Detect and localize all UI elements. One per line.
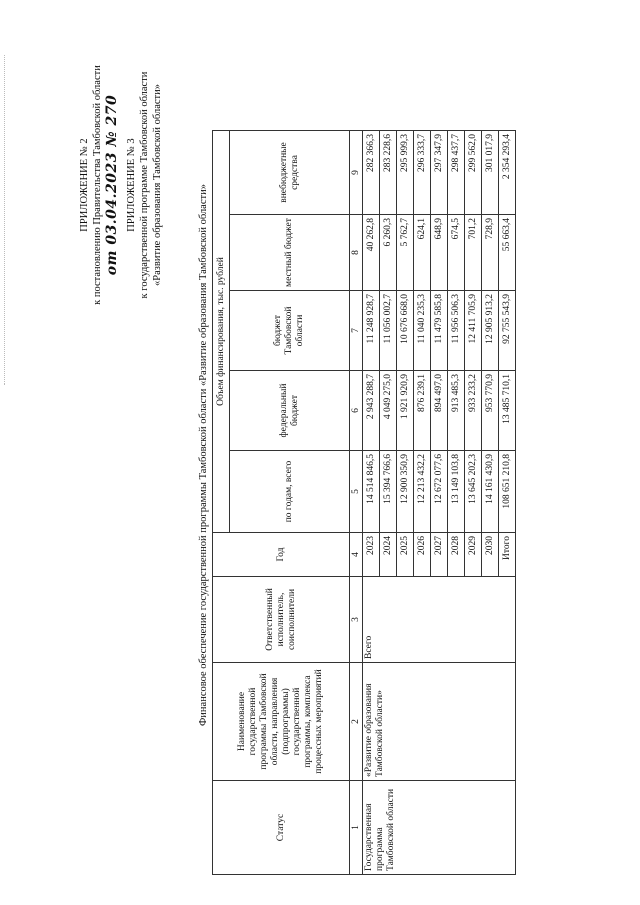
year-cell: Итого [499,533,516,577]
extra-cell: 283 228,6 [380,131,397,215]
column-number: 9 [350,131,363,215]
federal-cell: 913 485,3 [448,371,465,451]
program-line: к государственной программе Тамбовской области [139,71,150,299]
year-cell: 2028 [448,533,465,577]
total-cell: 13 149 103,8 [448,451,465,533]
program-name: «Развитие образования Тамбовской области» [152,84,163,286]
federal-cell: 933 233,2 [465,371,482,451]
year-cell: 2029 [465,533,482,577]
column-number: 6 [350,371,363,451]
local-cell: 648,9 [431,215,448,291]
year-cell: 2030 [482,533,499,577]
regional-cell: 11 479 585,8 [431,291,448,371]
local-cell: 728,9 [482,215,499,291]
header-local: местный бюджет [230,215,350,291]
header-federal: федеральный бюджет [230,371,350,451]
header-year: Год [213,533,350,577]
total-cell: 108 651 210,8 [499,451,516,533]
extra-cell: 2 354 293,4 [499,131,516,215]
federal-cell: 4 049 275,0 [380,371,397,451]
extra-cell: 299 562,0 [465,131,482,215]
regional-cell: 11 248 928,7 [363,291,380,371]
local-cell: 55 663,4 [499,215,516,291]
responsible-cell: Всего [363,577,516,663]
year-cell: 2023 [363,533,380,577]
regional-cell: 12 905 913,2 [482,291,499,371]
year-cell: 2024 [380,533,397,577]
appendix-3-label: ПРИЛОЖЕНИЕ № 3 [126,138,137,232]
column-number: 8 [350,215,363,291]
federal-cell: 894 497,0 [431,371,448,451]
column-number: 1 [350,781,363,875]
total-cell: 12 213 432,2 [414,451,431,533]
year-cell: 2026 [414,533,431,577]
column-number: 7 [350,291,363,371]
federal-cell: 953 770,9 [482,371,499,451]
regional-cell: 92 755 543,9 [499,291,516,371]
resolution-line: к постановлению Правительства Тамбовской области [92,65,103,305]
local-cell: 5 762,7 [397,215,414,291]
local-cell: 40 262,8 [363,215,380,291]
table-row [363,131,380,875]
extra-cell: 296 333,7 [414,131,431,215]
federal-cell: 876 239,1 [414,371,431,451]
column-number: 4 [350,533,363,577]
total-cell: 14 514 846,5 [363,451,380,533]
extra-cell: 297 347,9 [431,131,448,215]
column-number-row [350,131,363,875]
financing-table [212,130,516,875]
header-responsible: Ответственный исполнитель, соисполнители [213,577,350,663]
header-extra: внебюджетные средства [230,131,350,215]
status-cell: Государственная программа Тамбовской области [363,781,516,875]
local-cell: 6 260,3 [380,215,397,291]
header-name: Наименование государственной программы Тамбовской области, направления (подпрограммы) государственной программы, комплекса процессных мероприятий [213,663,350,781]
extra-cell: 295 999,3 [397,131,414,215]
regional-cell: 12 411 705,9 [465,291,482,371]
local-cell: 624,1 [414,215,431,291]
regional-cell: 11 956 506,3 [448,291,465,371]
column-number: 5 [350,451,363,533]
federal-cell: 2 943 288,7 [363,371,380,451]
total-cell: 12 900 350,9 [397,451,414,533]
document-title: Финансовое обеспечение государственной программы Тамбовской области «Развитие образования Тамбовской области» [198,184,209,726]
extra-cell: 301 017,9 [482,131,499,215]
federal-cell: 13 485 710,1 [499,371,516,451]
column-number: 3 [350,577,363,663]
total-cell: 14 161 430,9 [482,451,499,533]
total-cell: 13 645 202,3 [465,451,482,533]
program-name-cell: «Развитие образования Тамбовской области» [363,663,516,781]
regional-cell: 11 040 235,3 [414,291,431,371]
column-number: 2 [350,663,363,781]
header-status: Статус [213,781,350,875]
extra-cell: 298 437,7 [448,131,465,215]
regional-cell: 10 676 668,0 [397,291,414,371]
local-cell: 701,2 [465,215,482,291]
extra-cell: 282 366,3 [363,131,380,215]
header-total: по годам, всего [230,451,350,533]
scan-margin-marks [4,55,7,385]
federal-cell: 1 921 920,9 [397,371,414,451]
header-funding-group: Объем финансирования, тыс. рублей [213,131,230,533]
header-regional: бюджет Тамбовской области [230,291,350,371]
local-cell: 674,5 [448,215,465,291]
regional-cell: 11 056 002,7 [380,291,397,371]
total-cell: 15 394 766,6 [380,451,397,533]
total-cell: 12 672 077,6 [431,451,448,533]
year-cell: 2027 [431,533,448,577]
handwritten-date-number: от 03.04.2023 № 270 [104,94,120,276]
appendix-2-label: ПРИЛОЖЕНИЕ № 2 [79,138,90,232]
year-cell: 2025 [397,533,414,577]
appendix-header [78,20,164,350]
